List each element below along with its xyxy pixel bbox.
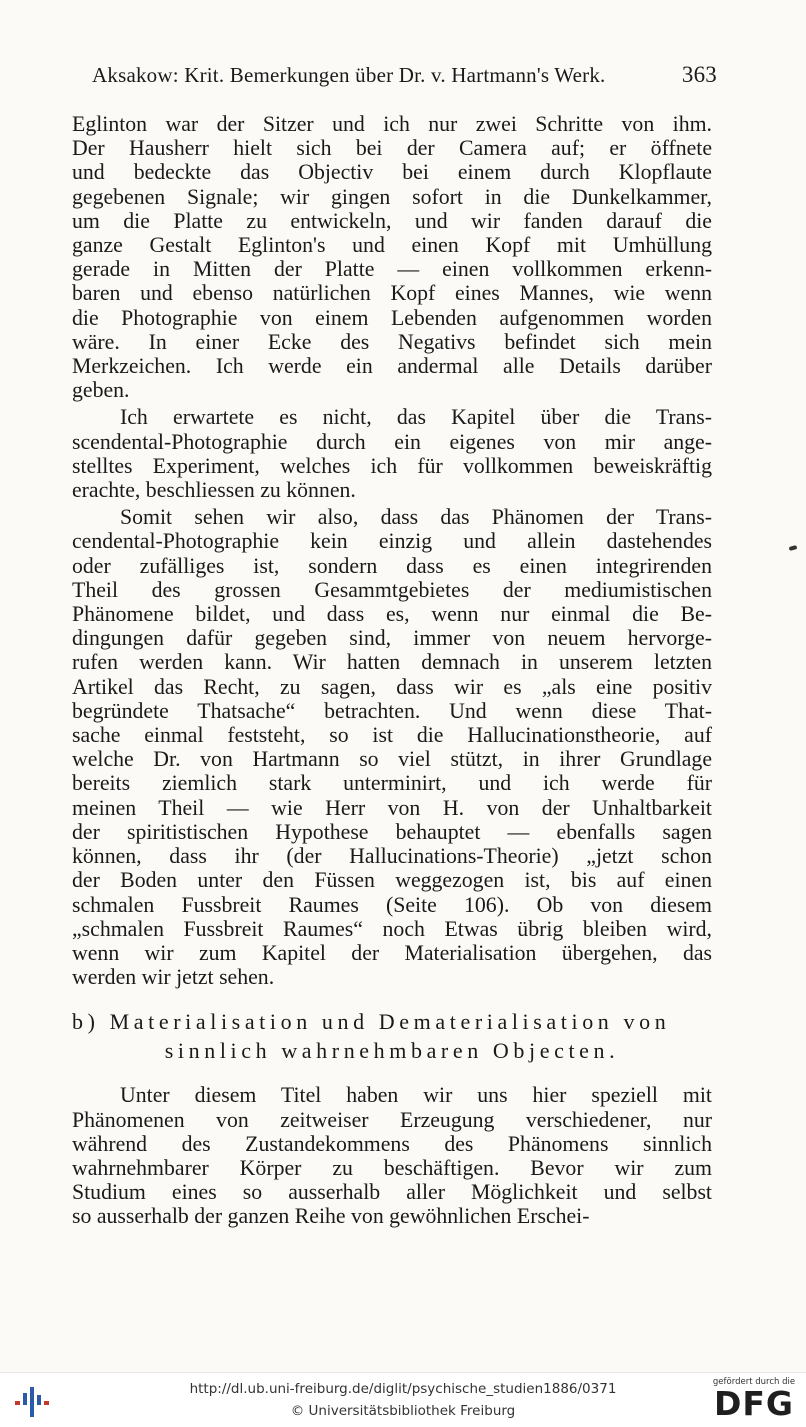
text-line: während des Zustandekommens des Phänomens sinnlich (72, 1131, 712, 1156)
body-text (72, 112, 712, 1232)
text-line: wahrnehmbarer Körper zu beschäftigen. Bevor wir zum (72, 1155, 712, 1180)
text-line: dingungen dafür gegeben sind, immer von neuem hervorge- (72, 626, 712, 651)
section-heading-line-2: sinnlich wahrnehmbaren Objecten. (164, 1038, 620, 1064)
copyright-notice: © Universitätsbibliothek Freiburg (290, 1403, 516, 1419)
text-line: können, dass ihr (der Hallucinations-Theorie) „jetzt schon (72, 844, 712, 869)
text-line: Studium eines so ausserhalb aller Möglichkeit und selbst (72, 1180, 712, 1205)
text-line: gegebenen Signale; wir gingen sofort in die Dunkelkammer, (72, 184, 712, 209)
text-line: bereits ziemlich stark unterminirt, und ich werde für (72, 771, 712, 796)
text-line: Merkzeichen. Ich werde ein andermal alle Details darüber (72, 354, 712, 379)
text-line: der spiritistischen Hypothese behauptet — ebenfalls sagen (72, 819, 712, 844)
paragraph-3 (72, 505, 712, 989)
text-line: um die Platte zu entwickeln, und wir fanden darauf die (72, 208, 712, 233)
text-line: gerade in Mitten der Platte — einen vollkommen erkenn- (72, 257, 712, 282)
text-line: cendental-Photographie kein einzig und allein dastehendes (72, 529, 712, 554)
text-line: meinen Theil — wie Herr von H. von der Unhaltbarkeit (72, 795, 712, 820)
paragraph-4 (72, 1083, 712, 1228)
text-line: Ich erwartete es nicht, das Kapitel über die Trans- (120, 405, 712, 430)
text-line: wäre. In einer Ecke des Negativs befindet sich mein (72, 329, 712, 354)
text-line: begründete Thatsache“ betrachten. Und wenn diese That- (72, 698, 712, 723)
paragraph-1 (72, 112, 712, 402)
section-heading (72, 1007, 712, 1065)
text-line: stelltes Experiment, welches ich für vollkommen beweiskräftig (72, 453, 712, 478)
text-line: welche Dr. von Hartmann so viel stützt, in ihrer Grundlage (72, 747, 712, 772)
text-line: Der Hausherr hielt sich bei der Camera auf; er öffnete (72, 136, 712, 161)
text-line: Artikel das Recht, zu sagen, dass wir es „als eine positiv (72, 674, 712, 699)
margin-mark (789, 545, 798, 551)
text-line: der Boden unter den Füssen weggezogen ist, bis auf einen (72, 868, 712, 893)
source-link[interactable]: http://dl.ub.uni-freiburg.de/diglit/psychische_studien1886/0371 (189, 1381, 617, 1397)
text-line: Phänomenen von zeitweiser Erzeugung verschiedener, nur (72, 1107, 712, 1132)
text-line: Eglinton war der Sitzer und ich nur zwei Schritte von ihm. (72, 112, 712, 136)
dfg-caption: gefördert durch die (712, 1377, 796, 1387)
text-line: baren und ebenso natürlichen Kopf eines Mannes, wie wenn (72, 281, 712, 306)
dfg-wordmark: DFG (713, 1384, 795, 1423)
text-line: ganze Gestalt Eglinton's und einen Kopf mit Umhüllung (72, 233, 712, 258)
section-heading-line-1: b) Materialisation und Dematerialisation von (72, 1009, 671, 1035)
page-number: 363 (681, 62, 717, 87)
text-line: rufen werden kann. Wir hatten demnach in unserem letzten (72, 650, 712, 675)
text-line: werden wir jetzt sehen. (72, 965, 275, 990)
text-line: erachte, beschliessen zu können. (72, 478, 356, 503)
text-line: Unter diesem Titel haben wir uns hier speziell mit (120, 1083, 712, 1108)
text-line: oder zufälliges ist, sondern dass es einen integrirenden (72, 553, 712, 578)
text-line: schmalen Fussbreit Raumes (Seite 106). Ob von diesem (72, 892, 712, 917)
footer-bar (0, 1372, 806, 1427)
dfg-logo (710, 1377, 798, 1421)
text-line: geben. (72, 378, 130, 403)
text-line: wenn wir zum Kapitel der Materialisation übergehen, das (72, 940, 712, 965)
text-line: Phänomene bildet, und dass es, wenn nur einmal die Be- (72, 602, 712, 627)
paragraph-2 (72, 405, 712, 502)
text-line: sache einmal feststeht, so ist die Hallucinationstheorie, auf (72, 723, 712, 748)
text-line: „schmalen Fussbreit Raumes“ noch Etwas übrig bleiben wird, (72, 916, 712, 941)
text-line: Somit sehen wir also, dass das Phänomen der Trans- (120, 505, 712, 530)
running-title: Aksakow: Krit. Bemerkungen über Dr. v. Hartmann's Werk. (92, 63, 606, 87)
text-line: die Photographie von einem Lebenden aufgenommen worden (72, 305, 712, 330)
text-line: scendental-Photographie durch ein eigenes von mir ange- (72, 429, 712, 454)
text-line: und bedeckte das Objectiv bei einem durch Klopflaute (72, 160, 712, 185)
text-line: Theil des grossen Gesammtgebietes der mediumistischen (72, 577, 712, 602)
text-line: so ausserhalb der ganzen Reihe von gewöhnlichen Erschei- (72, 1204, 590, 1229)
running-header (92, 62, 717, 88)
